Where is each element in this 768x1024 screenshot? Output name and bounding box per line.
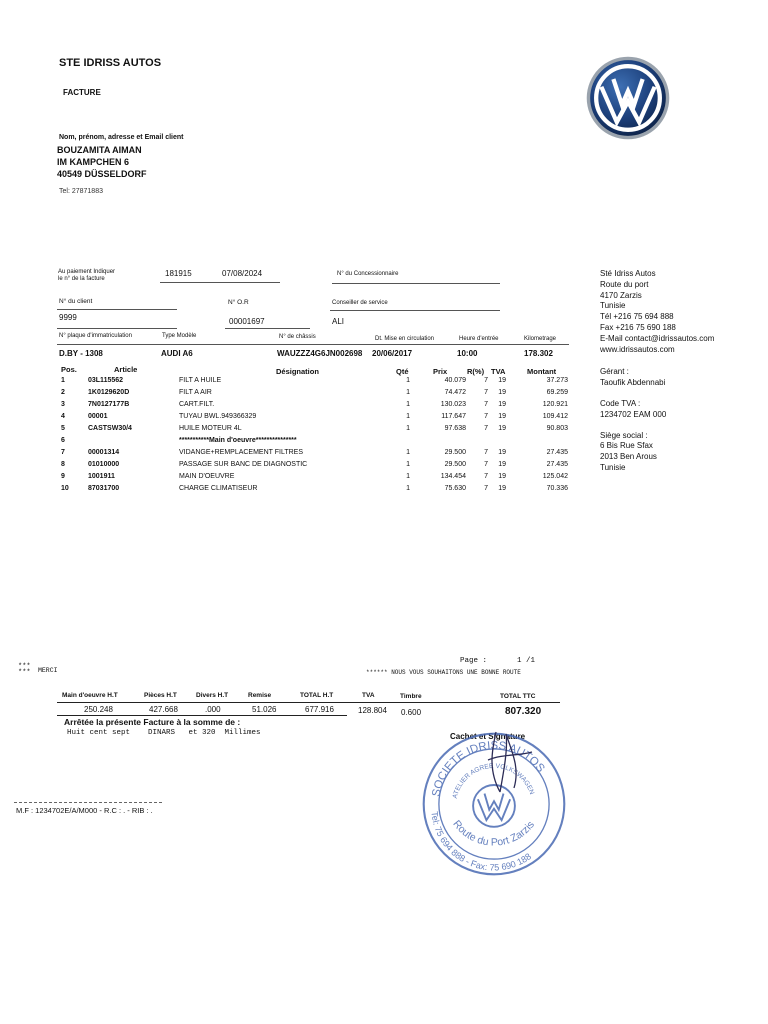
col-pos-header: Pos. <box>61 365 77 374</box>
row-tva: 19 <box>498 485 506 492</box>
client-tel: Tel: 27871883 <box>59 188 103 195</box>
payment-note-line1: Au paiement Indiquer <box>58 269 116 275</box>
entry-time: 10:00 <box>457 349 478 358</box>
row-tva: 19 <box>498 377 506 384</box>
circulation-date: 20/06/2017 <box>372 349 413 358</box>
row-remise: 7 <box>484 413 488 420</box>
sidebar-fax: Fax +216 75 690 188 <box>600 322 676 332</box>
row-montant: 109.412 <box>542 413 568 420</box>
entry-time-label: Heure d'entrée <box>459 336 499 342</box>
sidebar-street: Route du port <box>600 279 649 289</box>
dealer-label: N° du Concessionnaire <box>337 271 399 277</box>
row-remise: 7 <box>484 377 488 384</box>
row-remise: 7 <box>484 449 488 456</box>
row-prix: 117.647 <box>441 413 466 420</box>
row-remise: 7 <box>484 485 488 492</box>
km-label: Kilometrage <box>524 336 557 342</box>
row-montant: 70.336 <box>546 485 568 492</box>
sidebar-country: Tunisie <box>600 301 626 311</box>
total-timbre-label: Timbre <box>400 693 422 700</box>
invoice-number: 181915 <box>165 269 192 278</box>
row-designation: PASSAGE SUR BANC DE DIAGNOSTIC <box>179 461 308 468</box>
total-pieces-value: 427.668 <box>149 705 178 714</box>
sidebar-seat-label: Siège social : <box>600 430 648 440</box>
client-number: 9999 <box>59 313 77 322</box>
company-contact-block <box>600 269 714 474</box>
row-pos: 4 <box>61 413 65 420</box>
row-montant: 27.435 <box>546 449 568 456</box>
row-designation: CHARGE CLIMATISEUR <box>179 485 258 492</box>
table-row <box>0 473 768 484</box>
row-qte: 1 <box>406 461 410 468</box>
col-article-header: Article <box>114 365 138 374</box>
sum-label: Arrêtée la présente Facture à la somme de : <box>64 717 241 727</box>
row-tva: 19 <box>498 449 506 456</box>
invoice-date: 07/08/2024 <box>222 269 263 278</box>
row-article: 00001 <box>88 413 108 420</box>
total-remise-label: Remise <box>248 692 272 699</box>
plate-value: D.BY - 1308 <box>59 349 103 358</box>
row-remise: 7 <box>484 461 488 468</box>
km-value: 178.302 <box>524 349 553 358</box>
sum-in-words: Huit cent sept DINARS et 320 Millimes <box>67 729 261 737</box>
row-remise: 7 <box>484 425 488 432</box>
sidebar-seat-street: 6 Bis Rue Sfax <box>600 441 653 451</box>
col-tva-header: TVA <box>491 367 506 376</box>
stamp-mid-text: ATELIER AGREE VOLKSWAGEN <box>451 762 536 800</box>
signature-icon <box>478 730 538 800</box>
row-tva: 19 <box>498 413 506 420</box>
total-timbre-value: 0.600 <box>401 708 422 717</box>
row-designation: TUYAU BWL.949366329 <box>179 413 257 420</box>
stamp-bottom-text: Route du Port Zarzis <box>450 818 537 849</box>
row-montant: 120.921 <box>542 401 568 408</box>
row-pos: 9 <box>61 473 65 480</box>
total-divers-label: Divers H.T <box>196 692 229 699</box>
row-pos: 8 <box>61 461 65 468</box>
row-prix: 97.638 <box>444 425 466 432</box>
row-remise: 7 <box>484 389 488 396</box>
row-qte: 1 <box>406 449 410 456</box>
row-designation: ***********Main d'oeuvre*************** <box>179 437 297 444</box>
document-type: FACTURE <box>63 88 101 97</box>
row-article: 7N0127177B <box>88 401 130 408</box>
row-tva: 19 <box>498 461 506 468</box>
col-prix-header: Prix <box>433 367 448 376</box>
model-label: Type Modèle <box>162 333 197 339</box>
row-pos: 6 <box>61 437 65 444</box>
row-pos: 7 <box>61 449 65 456</box>
row-prix: 29.500 <box>444 449 466 456</box>
sidebar-city: 4170 Zarzis <box>600 290 642 300</box>
total-ht-label: TOTAL H.T <box>300 692 334 699</box>
row-article: 00001314 <box>88 449 120 456</box>
advisor-name: ALI <box>332 317 345 326</box>
row-designation: HUILE MOTEUR 4L <box>179 425 242 432</box>
sidebar-vat-label: Code TVA : <box>600 398 641 408</box>
row-tva: 19 <box>498 473 506 480</box>
row-tva: 19 <box>498 401 506 408</box>
client-street: IM KAMPCHEN 6 <box>57 157 130 167</box>
total-ttc-label: TOTAL TTC <box>500 693 536 700</box>
sidebar-company: Sté Idriss Autos <box>600 269 656 278</box>
row-tva: 19 <box>498 425 506 432</box>
row-montant: 125.042 <box>542 473 568 480</box>
row-prix: 29.500 <box>444 461 466 468</box>
row-montant: 37.273 <box>546 377 568 384</box>
total-divers-value: .000 <box>205 705 221 714</box>
col-qte-header: Qté <box>396 367 409 376</box>
total-ttc-value: 807.320 <box>505 706 542 717</box>
row-designation: MAIN D'OEUVRE <box>179 473 235 480</box>
volkswagen-logo-icon <box>585 55 671 141</box>
row-qte: 1 <box>406 377 410 384</box>
sidebar-seat-city: 2013 Ben Arous <box>600 452 657 462</box>
farewell-text: ****** NOUS VOUS SOUHAITONS UNE BONNE ROUTE <box>366 669 521 676</box>
row-prix: 74.472 <box>444 389 466 396</box>
row-qte: 1 <box>406 473 410 480</box>
legal-info: M.F : 1234702E/A/M000 - R.C : . - RIB : . <box>16 806 153 815</box>
sidebar-manager-label: Gérant : <box>600 367 629 377</box>
row-pos: 10 <box>61 485 69 492</box>
row-article: 03L115562 <box>88 377 124 384</box>
row-montant: 27.435 <box>546 461 568 468</box>
plate-label: N° plaque d'immatriculation <box>59 333 132 339</box>
total-pieces-label: Pièces H.T <box>144 692 177 699</box>
sidebar-seat-country: Tunisie <box>600 462 626 472</box>
row-qte: 1 <box>406 413 410 420</box>
row-article: 1001911 <box>88 473 115 480</box>
client-name: BOUZAMITA AIMAN <box>57 145 142 155</box>
stamp-top-text: SOCIETE IDRISS AUTOS <box>430 739 547 798</box>
row-article: 1K0129620D <box>88 389 130 396</box>
total-tva-value: 128.804 <box>358 706 387 715</box>
sidebar-manager: Taoufik Abdennabi <box>600 378 666 388</box>
row-article: 01010000 <box>88 461 120 468</box>
row-prix: 134.454 <box>440 473 466 480</box>
row-qte: 1 <box>406 425 410 432</box>
row-tva: 19 <box>498 389 506 396</box>
col-remise-header: R(%) <box>467 367 485 376</box>
sidebar-tel: Tél +216 75 694 888 <box>600 312 674 322</box>
circulation-label: Dt. Mise en circulation <box>375 336 435 342</box>
stamp-phone-text: Tel: 75 694 888 - Fax: 75 690 188 <box>429 810 534 873</box>
row-designation: VIDANGE+REMPLACEMENT FILTRES <box>179 449 304 456</box>
row-qte: 1 <box>406 401 410 408</box>
merci-text: MERCI <box>38 667 58 674</box>
sidebar-web[interactable]: www.idrissautos.com <box>600 344 675 354</box>
row-pos: 1 <box>61 377 65 384</box>
payment-note <box>58 269 115 283</box>
col-montant-header: Montant <box>527 367 557 376</box>
total-ht-value: 677.916 <box>305 705 334 714</box>
or-number: 00001697 <box>229 317 265 326</box>
sidebar-vat: 1234702 EAM 000 <box>600 409 667 419</box>
page-label: Page : <box>460 657 488 665</box>
row-montant: 90.803 <box>546 425 568 432</box>
row-designation: CART.FILT. <box>179 401 215 408</box>
total-mo-value: 250.248 <box>84 705 113 714</box>
page-number: 1 /1 <box>517 657 536 665</box>
row-pos: 2 <box>61 389 65 396</box>
row-montant: 69.259 <box>546 389 568 396</box>
total-remise-value: 51.026 <box>252 705 277 714</box>
row-article: CASTSW30/4 <box>88 425 132 432</box>
stars-marker: *** *** <box>18 663 31 677</box>
or-label: N° O.R <box>228 299 249 306</box>
chassis-label: N° de châssis <box>279 334 316 340</box>
row-qte: 1 <box>406 389 410 396</box>
client-number-label: N° du client <box>59 298 93 305</box>
row-designation: FILT A HUILE <box>179 377 222 384</box>
row-pos: 3 <box>61 401 65 408</box>
client-section-label: Nom, prénom, adresse et Email client <box>59 134 184 141</box>
row-designation: FILT A AIR <box>179 389 212 396</box>
total-tva-label: TVA <box>362 692 375 699</box>
chassis-value: WAUZZZ4G6JN002698 <box>277 349 363 358</box>
table-row <box>0 485 768 496</box>
col-designation-header: Désignation <box>276 367 319 376</box>
row-prix: 130.023 <box>440 401 466 408</box>
row-prix: 75.630 <box>444 485 466 492</box>
total-mo-label: Main d'oeuvre H.T <box>62 692 118 699</box>
row-remise: 7 <box>484 401 488 408</box>
row-prix: 40.079 <box>444 377 466 384</box>
row-article: 87031700 <box>88 485 120 492</box>
company-name: STE IDRISS AUTOS <box>59 57 162 69</box>
model-value: AUDI A6 <box>161 349 193 358</box>
stamp-label: Cachet et Signature <box>450 732 526 741</box>
client-city: 40549 DÜSSELDORF <box>57 169 147 179</box>
sidebar-email[interactable]: E-Mail contact@idrissautos.com <box>600 333 715 343</box>
row-qte: 1 <box>406 485 410 492</box>
advisor-label: Conseiller de service <box>332 300 388 306</box>
row-remise: 7 <box>484 473 488 480</box>
payment-note-line2: le n° de la facture <box>58 276 105 282</box>
row-pos: 5 <box>61 425 65 432</box>
